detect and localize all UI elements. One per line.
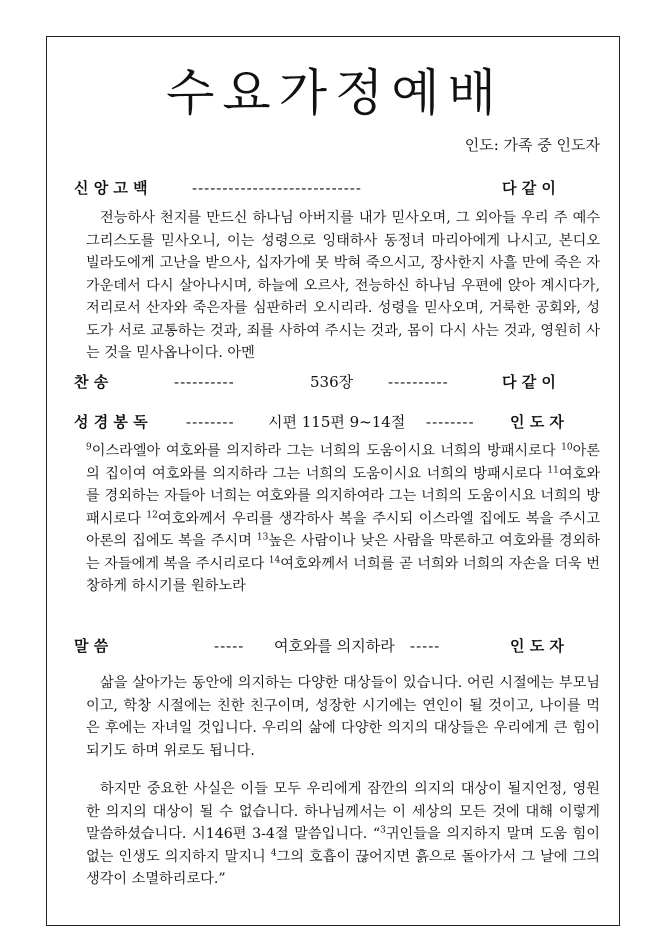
- sermon-dashes-right: -----: [410, 637, 441, 655]
- page-title: 수요가정예배: [166, 64, 504, 122]
- sermon-label: 말 씀: [74, 637, 109, 655]
- verse-number: 13: [256, 532, 269, 543]
- scripture-label: 성 경 봉 독: [74, 413, 148, 431]
- verse-number: 4: [270, 847, 277, 858]
- scripture-reference: 시편 115편 9~14절: [268, 413, 406, 431]
- hymn-who: 다 같 이: [502, 373, 556, 391]
- verse-number: 3: [380, 825, 386, 836]
- hymn-number: 536장: [310, 373, 354, 391]
- verse-text: 이스라엘아 여호와를 의지하라 그는 너희의 도움이시요 너희의 방패시로다: [91, 443, 562, 459]
- creed-text: 전능하사 천지를 만드신 하나님 아버지를 내가 믿사오며, 그 외아들 우리 주 예수 그리스도를 믿사오니, 이는 성령으로 잉태하사 동정녀 마리아에게 나시고, 본디오 빌라도에게 고난을 받으사, 십자가에 못 박혀 죽으시고, 장사한지 사흘 만에 죽은 자 가운데서 다시 살아나시며, 하늘에 오르사, 전능하신 하나님 우편에 앉아 계시다가, 저리로서 산자와 죽은자를 심판하러 오시리라. 성령을 믿사오며, 거룩한 공회와, 성도가 서로 교통하는 것과, 죄를 사하여 주시는 것과, 몸이 다시 사는 것과, 영원히 사는 것을 믿사옵나이다. 아멘: [86, 210, 600, 361]
- verse-text: 아론의 집이여 여호와를 의지하라 그는 너희의 도움이시요 너희의 방패시로다: [86, 443, 600, 482]
- scripture-dashes-left: --------: [186, 413, 235, 431]
- creed-label: 신 앙 고 백: [74, 179, 148, 197]
- verse-number: 14: [268, 554, 281, 565]
- verse-text: 여호와를 경외하는 자들아 너희는 여호와를 의지하여라 그는 너희의 도움이시요 너희의 방패시로다: [86, 465, 600, 527]
- sermon-title: 여호와를 의지하라: [274, 637, 395, 655]
- verse-number: 10: [561, 442, 573, 453]
- scripture-text: [86, 440, 600, 598]
- verse-text: 여호와께서 너희를 곧 너희와 너희의 자손을 더욱 번창하게 하시기를 원하노라: [86, 555, 600, 594]
- leader-line: 인도: 가족 중 인도자: [464, 136, 600, 154]
- creed-who: 다 같 이: [502, 179, 556, 197]
- sermon-paragraph-2: 하지만 중요한 사실은 이들 모두 우리에게 잠깐의 의지의 대상이 될지언정, 영원한 의지의 대상이 될 수 없습니다. 하나님께서는 이 세상의 모든 것에 대해 이렇게 말씀하셨습니다. 시146편 3-4절 말씀입니다. “$^3$귀인들을 의지하지 말며 도움 힘이 없는 인생도 의지하지 말지니 $^4$그의 호흡이 끊어지면 흙으로 돌아가서 그 날에 그의 생각이 소멸하리로다.”: [86, 781, 600, 887]
- hymn-dashes-left: ----------: [174, 373, 235, 391]
- scripture-header: [74, 410, 600, 434]
- sermon-header: [74, 634, 600, 658]
- creed-header: [74, 176, 600, 200]
- verse-number: 9: [86, 442, 92, 453]
- hymn-header: [74, 370, 600, 394]
- creed-dashes: ----------------------------: [192, 179, 362, 197]
- verse-number: 12: [146, 509, 158, 520]
- hymn-label: 찬 송: [74, 373, 109, 391]
- scripture-dashes-right: --------: [426, 413, 475, 431]
- verse-number: 11: [547, 464, 559, 475]
- hymn-dashes-right: ----------: [388, 373, 449, 391]
- verse-text: 높은 사람이나 낮은 사람을 막론하고 여호와를 경외하는 자들에게 복을 주시리로다: [86, 533, 601, 572]
- verse-text: 여호와께서 우리를 생각하사 복을 주시되 이스라엘 집에도 복을 주시고 아론의 집에도 복을 주시며: [86, 510, 600, 549]
- scripture-who: 인 도 자: [510, 413, 564, 431]
- sermon-dashes-left: -----: [214, 637, 245, 655]
- sermon-paragraph-1: 삶을 살아가는 동안에 의지하는 다양한 대상들이 있습니다. 어린 시절에는 부모님이고, 학창 시절에는 친한 친구이며, 성장한 시기에는 연인이 될 것이고, 나이를 먹은 후에는 자녀일 것입니다. 우리의 삶에 다양한 의지의 대상들은 우리에게 큰 힘이 되기도 하며 위로도 됩니다.: [86, 675, 600, 759]
- sermon-who: 인 도 자: [510, 637, 564, 655]
